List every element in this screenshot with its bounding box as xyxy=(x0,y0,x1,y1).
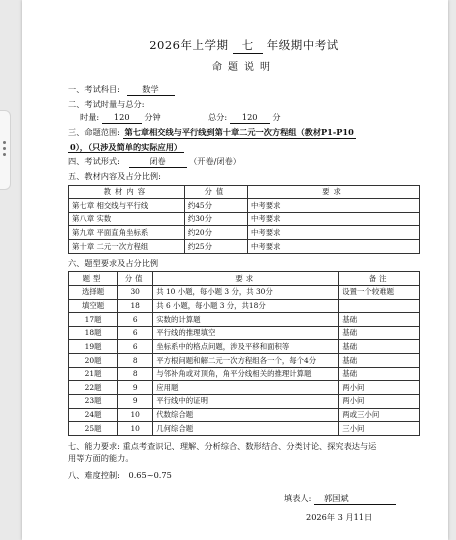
table-row xyxy=(69,394,420,408)
cell-score: 约45分 xyxy=(184,199,247,213)
header-content: 教材内容 xyxy=(69,185,185,199)
duration-line xyxy=(68,112,420,124)
table-row xyxy=(69,285,420,299)
cell-type: 19题 xyxy=(69,340,118,354)
cell-remark: 设置一个较难题 xyxy=(339,285,420,299)
subject-value: 数学 xyxy=(127,84,175,96)
cell-requirement: 应用题 xyxy=(153,381,339,395)
cell-requirement: 共 6 小题，每小题 3 分，共18分 xyxy=(153,299,339,313)
cell-requirement: 坐标系中的格点问题，涉及平移和面积等 xyxy=(153,340,339,354)
cell-score: 18 xyxy=(118,299,153,313)
table-row xyxy=(69,422,420,436)
cell-score: 6 xyxy=(118,313,153,327)
cell-chapter: 第八章 实数 xyxy=(69,212,185,226)
duration-value: 120 xyxy=(102,112,142,124)
cell-chapter: 第十章 二元一次方程组 xyxy=(69,240,185,254)
filler-label: 填表人: xyxy=(284,493,312,504)
cell-requirement: 与邻补角或对顶角，角平分线相关的推理计算题 xyxy=(153,367,339,381)
cell-remark: 基础 xyxy=(339,313,420,327)
table-row xyxy=(69,199,420,213)
ability-label: 七、能力要求: xyxy=(68,440,120,451)
cell-score: 9 xyxy=(118,381,153,395)
difficulty-line xyxy=(68,470,420,481)
document-subtitle: 命题说明 xyxy=(212,61,276,73)
cell-score: 9 xyxy=(118,394,153,408)
cell-score: 6 xyxy=(118,326,153,340)
cell-remark: 基础 xyxy=(339,354,420,368)
filler-name: 郭国斌 xyxy=(314,493,396,505)
subject-line xyxy=(68,84,420,96)
filler-line xyxy=(68,493,420,505)
cell-chapter: 第九章 平面直角坐标系 xyxy=(69,226,185,240)
format-note: （开卷/闭卷） xyxy=(189,156,241,167)
cell-requirement: 几何综合题 xyxy=(153,422,339,436)
cell-score: 10 xyxy=(118,422,153,436)
cell-type: 25题 xyxy=(69,422,118,436)
cell-score: 10 xyxy=(118,408,153,422)
cell-requirement: 共 10 小题，每小题 3 分，共 30分 xyxy=(153,285,339,299)
total-label: 总分: xyxy=(207,112,228,123)
cell-requirement: 代数综合题 xyxy=(153,408,339,422)
table-row xyxy=(69,354,420,368)
cell-score: 6 xyxy=(118,340,153,354)
ability-line-1 xyxy=(68,440,420,452)
cell-remark: 两或三小问 xyxy=(339,408,420,422)
cell-score: 约20分 xyxy=(184,226,247,240)
title-suffix: 年级期中考试 xyxy=(266,38,339,52)
type-table-header xyxy=(69,272,420,286)
ability-section xyxy=(68,440,420,465)
cell-score: 8 xyxy=(118,367,153,381)
cell-score: 30 xyxy=(118,285,153,299)
table-row xyxy=(69,313,420,327)
cell-type: 21题 xyxy=(69,367,118,381)
cell-type: 18题 xyxy=(69,326,118,340)
cell-requirement: 中考要求 xyxy=(248,240,420,254)
duration-unit: 分钟 xyxy=(144,112,161,123)
format-label: 四、考试形式: xyxy=(68,156,120,167)
scope-text-1: 第七章相交线与平行线到第十章二元一次方程组（教材P1-P10 xyxy=(124,126,354,137)
scope-label: 三、命题范围: xyxy=(68,126,120,137)
scope-line-2 xyxy=(68,142,420,154)
header-score: 分值 xyxy=(184,185,247,199)
difficulty-value: 0.65~0.75 xyxy=(128,470,172,481)
cell-type: 填空题 xyxy=(69,299,118,313)
cell-requirement: 实数的计算题 xyxy=(153,313,339,327)
ability-line-2: 用等方面的能力。 xyxy=(68,453,134,464)
cell-type: 23题 xyxy=(69,394,118,408)
table-row xyxy=(69,212,420,226)
cell-type: 17题 xyxy=(69,313,118,327)
cell-remark: 基础 xyxy=(339,326,420,340)
table-row xyxy=(69,381,420,395)
total-value: 120 xyxy=(230,112,270,124)
title-grade: 七 xyxy=(233,38,263,54)
type-section-title: 六、题型要求及占分比例 xyxy=(68,257,159,268)
difficulty-label: 八、难度控制: xyxy=(68,470,120,481)
cell-remark xyxy=(339,299,420,313)
format-line xyxy=(68,156,420,168)
scope-text-2: 0），（只涉及简单的实际应用） xyxy=(70,141,183,152)
ability-text-1: 重点考查识记、理解、分析综合、数形结合、分类讨论、探究表达与运 xyxy=(122,440,377,451)
cell-score: 约30分 xyxy=(184,212,247,226)
cell-remark: 基础 xyxy=(339,340,420,354)
content-table-header xyxy=(69,185,420,199)
header-remark: 备注 xyxy=(339,272,420,286)
cell-chapter: 第七章 相交线与平行线 xyxy=(69,199,185,213)
side-panel-handle[interactable] xyxy=(0,110,11,190)
scope-line xyxy=(68,127,420,139)
cell-remark: 两小问 xyxy=(339,394,420,408)
cell-score: 8 xyxy=(118,354,153,368)
table-row xyxy=(69,240,420,254)
table-row xyxy=(69,340,420,354)
cell-requirement: 平行线中的证明 xyxy=(153,394,339,408)
duration-label: 时量: xyxy=(80,112,100,123)
table-row xyxy=(69,226,420,240)
question-type-table xyxy=(68,271,420,436)
cell-requirement: 中考要求 xyxy=(248,212,420,226)
table-row xyxy=(69,299,420,313)
table-row xyxy=(69,367,420,381)
format-value: 闭卷 xyxy=(129,156,187,168)
cell-remark: 两小问 xyxy=(339,381,420,395)
cell-remark: 基础 xyxy=(339,367,420,381)
table-row xyxy=(69,326,420,340)
cell-requirement: 中考要求 xyxy=(248,199,420,213)
total-unit: 分 xyxy=(272,112,281,123)
cell-remark: 三小问 xyxy=(339,422,420,436)
header-requirement: 要求 xyxy=(248,185,420,199)
cell-score: 约25分 xyxy=(184,240,247,254)
document-title xyxy=(68,38,420,54)
content-section-title: 五、教材内容及占分比例: xyxy=(68,170,161,181)
table-row xyxy=(69,408,420,422)
fill-date: 2026年 3 月11日 xyxy=(306,511,373,522)
cell-type: 24题 xyxy=(69,408,118,422)
document-content xyxy=(68,38,420,522)
header-type: 题型 xyxy=(69,272,118,286)
cell-requirement: 平方根问题和解二元一次方程组各一个，每个4分 xyxy=(153,354,339,368)
cell-type: 20题 xyxy=(69,354,118,368)
drag-dots-icon xyxy=(3,141,7,159)
cell-type: 22题 xyxy=(69,381,118,395)
header-score: 分值 xyxy=(118,272,153,286)
document-page xyxy=(22,0,448,540)
title-prefix: 2026年上学期 xyxy=(149,38,229,52)
subject-label: 一、考试科目: xyxy=(68,83,120,94)
header-requirement: 要求 xyxy=(153,272,339,286)
cell-requirement: 中考要求 xyxy=(248,226,420,240)
time-line: 二、考试时量与总分: xyxy=(68,98,145,109)
cell-requirement: 平行线的推理填空 xyxy=(153,326,339,340)
cell-type: 选择题 xyxy=(69,285,118,299)
content-table xyxy=(68,185,420,254)
